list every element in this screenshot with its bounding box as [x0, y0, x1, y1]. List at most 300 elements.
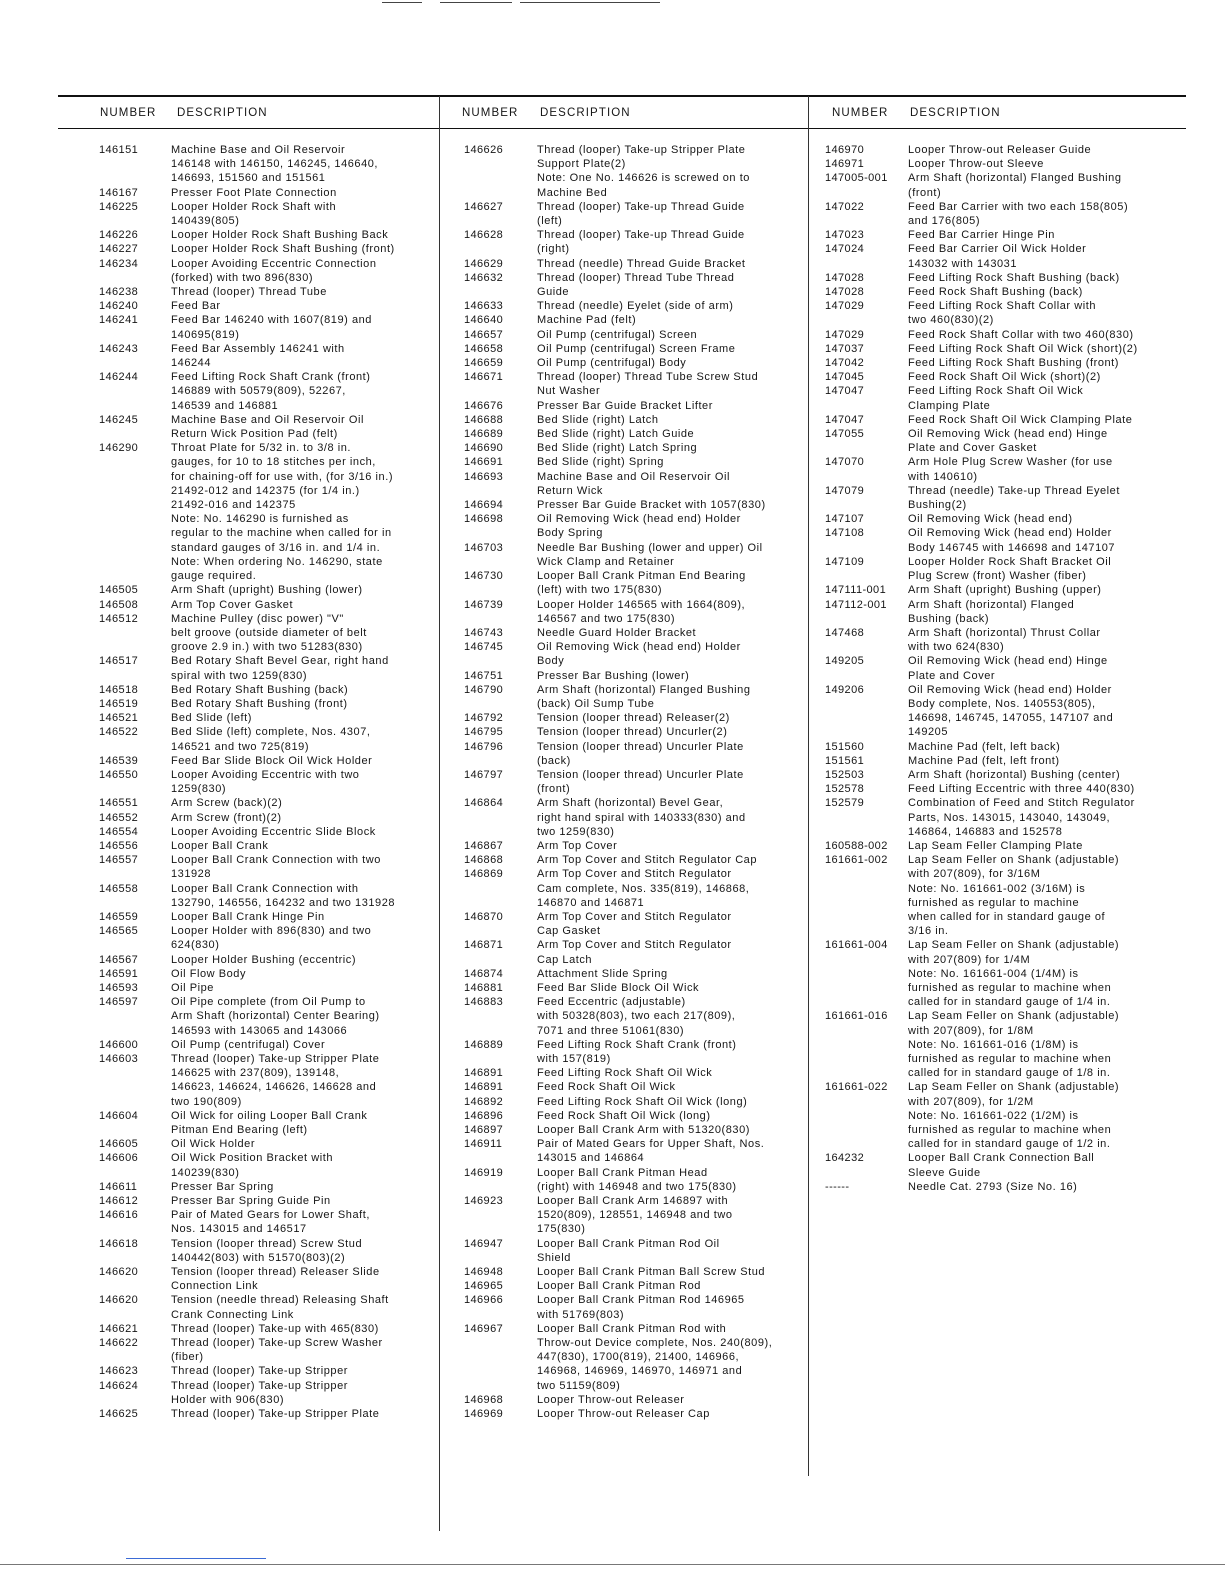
part-description: Arm Screw (front)(2): [171, 811, 282, 824]
list-item: [58, 342, 439, 370]
part-description: Thread (needle) Take-up Thread Eyelet Bushing(2): [908, 484, 1120, 512]
part-description: Thread (looper) Thread Tube Screw Stud Nut Washer: [537, 371, 759, 398]
part-number: 149205: [825, 655, 865, 668]
part-number: 147047: [825, 385, 865, 398]
part-number: 151561: [825, 754, 865, 767]
part-number: 146969: [464, 1408, 504, 1421]
part-number: 147023: [825, 229, 865, 242]
list-item: [440, 1038, 808, 1066]
part-number: 146676: [464, 399, 504, 412]
part-description: Feed Lifting Rock Shaft Oil Wick Clamping Plate: [908, 385, 1084, 412]
list-item: [58, 1322, 439, 1336]
column-header: [58, 96, 439, 129]
part-description: Feed Bar: [171, 300, 221, 313]
part-number: 146551: [99, 797, 139, 810]
part-description: Oil Wick Holder: [171, 1138, 256, 1151]
part-description: Feed Lifting Rock Shaft Bushing (back): [908, 271, 1120, 284]
part-number: 146559: [99, 910, 139, 923]
part-number: 146616: [99, 1209, 139, 1222]
part-description: Lap Seam Feller on Shank (adjustable) with 207(809), for 3/16M Note: No. 161661-002 (3/16M) is furnished as regular to machine when called for in standard gauge of 3/16 in.: [908, 854, 1120, 938]
part-description: Looper Ball Crank: [171, 839, 269, 852]
list-item: [440, 427, 808, 441]
part-description: Presser Bar Guide Bracket Lifter: [537, 399, 713, 412]
part-number: 146867: [464, 839, 504, 852]
part-number: 147079: [825, 484, 865, 497]
part-description: Presser Bar Spring: [171, 1180, 274, 1193]
list-item: [440, 853, 808, 867]
part-description: Arm Shaft (horizontal) Flanged Bushing (back) Oil Sump Tube: [537, 683, 751, 710]
part-number: 146745: [464, 641, 504, 654]
list-item: [440, 1322, 808, 1393]
part-description: Looper Ball Crank Pitman Ball Screw Stud: [537, 1266, 766, 1279]
part-number: 146690: [464, 442, 504, 455]
list-item: [809, 171, 1186, 199]
part-description: Bed Rotary Shaft Bevel Gear, right hand spiral with two 1259(830): [171, 655, 389, 682]
part-description: Tension (looper thread) Uncurler(2): [537, 726, 728, 739]
part-number: 164232: [825, 1152, 865, 1165]
part-description: Bed Slide (left) complete, Nos. 4307, 146521 and two 725(819): [171, 726, 371, 753]
parts-list: [440, 129, 808, 1421]
parts-column-2: [440, 96, 808, 1421]
list-item: [440, 143, 808, 200]
list-item: [440, 938, 808, 966]
list-item: [58, 413, 439, 441]
list-item: [440, 711, 808, 725]
list-item: [809, 1180, 1186, 1194]
part-number: 146869: [464, 868, 504, 881]
part-description: Machine Pulley (disc power) "V" belt groove (outside diameter of belt groove 2.9 in.) with two 51283(830): [171, 612, 367, 654]
part-description: Feed Lifting Rock Shaft Bushing (front): [908, 357, 1119, 370]
part-description: Arm Top Cover: [537, 839, 618, 852]
part-description: Looper Ball Crank Connection with 132790, 146556, 164232 and two 131928: [171, 882, 396, 909]
part-number: 146966: [464, 1294, 504, 1307]
part-description: Thread (looper) Take-up Thread Guide (right): [537, 229, 745, 256]
list-item: [809, 271, 1186, 285]
part-description: Feed Lifting Rock Shaft Crank (front) with 157(819): [537, 1038, 737, 1065]
part-description: Tension (looper thread) Uncurler Plate (back): [537, 740, 744, 767]
part-description: Throat Plate for 5/32 in. to 3/8 in. gauges, for 10 to 18 stitches per inch, for chaining-off for use with, (for 3/16 in.) 21492-012 and 142375 (for 1/4 in.) 21492-016 and 142375 Note: No. 146290 is furnished as regular to the machine when called for in standard gauges of 3/16 in. and 1/4 in. Note: When ordering No. 146290, state gauge required.: [171, 442, 394, 583]
part-number: 146730: [464, 570, 504, 583]
list-item: [440, 200, 808, 228]
part-description: Feed Bar Carrier with two each 158(805) and 176(805): [908, 200, 1129, 228]
part-description: Thread (needle) Thread Guide Bracket: [537, 257, 746, 270]
part-number: 146889: [464, 1038, 504, 1051]
part-description: Looper Ball Crank Hinge Pin: [171, 910, 325, 923]
list-item: [440, 1265, 808, 1279]
top-edge-mark: [520, 2, 660, 3]
part-description: Looper Throw-out Releaser Guide: [908, 144, 1092, 156]
list-item: [440, 441, 808, 455]
part-number: 146694: [464, 499, 504, 512]
part-description: Thread (needle) Eyelet (side of arm): [537, 300, 734, 313]
part-description: Tension (needle thread) Releasing Shaft Crank Connecting Link: [171, 1294, 389, 1321]
list-item: [809, 228, 1186, 242]
part-description: Thread (looper) Thread Tube Thread Guide: [537, 271, 735, 299]
part-number: 146521: [99, 712, 139, 725]
list-item: [809, 427, 1186, 455]
part-number: 146624: [99, 1379, 139, 1392]
part-number: 146226: [99, 229, 139, 242]
list-item: [440, 228, 808, 256]
list-item: [58, 1336, 439, 1364]
list-item: [58, 825, 439, 839]
part-description: Looper Throw-out Releaser: [537, 1393, 685, 1406]
part-number: 146517: [99, 655, 139, 668]
list-item: [440, 299, 808, 313]
part-description: Tension (looper thread) Releaser Slide Connection Link: [171, 1266, 380, 1293]
part-description: Presser Foot Plate Connection: [171, 186, 337, 199]
part-number: 146797: [464, 768, 504, 781]
list-item: [58, 1137, 439, 1151]
number-header: NUMBER: [832, 107, 889, 119]
part-description: Looper Holder Bushing (eccentric): [171, 953, 357, 966]
list-item: [809, 839, 1186, 853]
part-description: Thread (looper) Take-up Stripper Plate 146625 with 237(809), 139148, 146623, 146624, 146626, 146628 and two 190(809): [171, 1053, 380, 1108]
part-number: 147107: [825, 513, 865, 526]
part-number: 146245: [99, 413, 139, 426]
description-header: DESCRIPTION: [910, 107, 1001, 119]
list-item: [58, 953, 439, 967]
part-number: 146612: [99, 1195, 139, 1208]
part-number: 146290: [99, 442, 139, 455]
list-item: [440, 867, 808, 910]
part-number: 146508: [99, 598, 139, 611]
top-edge-mark: [382, 2, 422, 3]
part-description: Bed Slide (left): [171, 712, 252, 725]
list-item: [809, 484, 1186, 512]
part-number: 146556: [99, 839, 139, 852]
part-number: 146557: [99, 854, 139, 867]
part-description: Lap Seam Feller on Shank (adjustable) with 207(809) for 1/4M Note: No. 161661-004 (1/4M) is furnished as regular to machine when called for in standard gauge of 1/4 in.: [908, 939, 1120, 1009]
list-item: [809, 626, 1186, 654]
list-item: [440, 1109, 808, 1123]
part-description: Feed Rock Shaft Oil Wick (short)(2): [908, 371, 1101, 384]
part-number: 146605: [99, 1138, 139, 1151]
list-item: [440, 1066, 808, 1080]
list-item: [809, 455, 1186, 483]
list-item: [809, 740, 1186, 754]
part-number: 146947: [464, 1237, 504, 1250]
part-number: 146606: [99, 1152, 139, 1165]
part-description: Looper Avoiding Eccentric with two 1259(830): [171, 768, 360, 796]
part-description: Feed Rock Shaft Bushing (back): [908, 286, 1083, 299]
part-description: Looper Holder Rock Shaft with 140439(805): [171, 200, 337, 228]
list-item: [440, 1393, 808, 1407]
part-number: 161661-022: [825, 1081, 888, 1094]
part-description: Feed Bar Slide Block Oil Wick Holder: [171, 754, 373, 767]
part-description: Looper Holder Rock Shaft Bracket Oil Plug Screw (front) Washer (fiber): [908, 555, 1112, 583]
part-number: 146671: [464, 371, 504, 384]
list-item: [58, 1364, 439, 1378]
list-item: [440, 768, 808, 796]
part-description: Bed Slide (right) Latch: [537, 413, 659, 426]
part-number: 146243: [99, 342, 139, 355]
list-item: [809, 782, 1186, 796]
part-number: 147112-001: [825, 598, 887, 611]
part-description: Oil Removing Wick (head end): [908, 513, 1073, 526]
list-item: [440, 1123, 808, 1137]
list-item: [58, 313, 439, 341]
part-description: Oil Removing Wick (head end) Holder Body: [537, 641, 741, 668]
part-description: Arm Shaft (horizontal) Flanged Bushing (back): [908, 598, 1075, 625]
list-item: [809, 384, 1186, 412]
description-header: DESCRIPTION: [177, 107, 268, 119]
list-item: [440, 683, 808, 711]
part-description: Feed Rock Shaft Oil Wick: [537, 1081, 676, 1094]
list-item: [809, 1009, 1186, 1080]
part-description: Bed Slide (right) Latch Spring: [537, 442, 698, 455]
list-item: [809, 342, 1186, 356]
part-description: Looper Ball Crank Connection with two 131928: [171, 854, 381, 881]
list-item: [809, 526, 1186, 554]
list-item: [58, 257, 439, 285]
part-number: 146591: [99, 967, 139, 980]
list-item: [440, 967, 808, 981]
part-description: Bed Slide (right) Spring: [537, 456, 664, 469]
part-description: Thread (looper) Take-up Thread Guide (left): [537, 200, 745, 228]
list-item: [809, 157, 1186, 171]
part-number: 146519: [99, 697, 139, 710]
list-item: [440, 313, 808, 327]
list-item: [58, 768, 439, 796]
part-number: 146558: [99, 882, 139, 895]
part-number: 146640: [464, 314, 504, 327]
list-item: [809, 1151, 1186, 1179]
part-description: Machine Base and Oil Reservoir Oil Return Wick Position Pad (felt): [171, 413, 364, 441]
list-item: [58, 910, 439, 924]
part-number: 147109: [825, 555, 865, 568]
part-number: 146633: [464, 300, 504, 313]
part-description: Arm Shaft (horizontal) Thrust Collar with two 624(830): [908, 626, 1101, 654]
part-description: Arm Shaft (upright) Bushing (upper): [908, 584, 1102, 597]
part-number: 146621: [99, 1322, 139, 1335]
part-number: 146625: [99, 1408, 139, 1421]
list-item: [440, 470, 808, 498]
part-number: 146234: [99, 257, 139, 270]
part-number: 160588-002: [825, 839, 888, 852]
part-number: 147029: [825, 328, 865, 341]
part-description: Machine Base and Oil Reservoir Oil Return Wick: [537, 470, 730, 497]
part-number: 146620: [99, 1266, 139, 1279]
list-item: [440, 995, 808, 1038]
parts-column-3: [809, 96, 1186, 1194]
part-number: 146965: [464, 1280, 504, 1293]
list-item: [58, 1265, 439, 1293]
list-item: [440, 512, 808, 540]
part-description: Lap Seam Feller on Shank (adjustable) with 207(809), for 1/2M Note: No. 161661-022 (1/2M) is furnished as regular to machine when called for in standard gauge of 1/2 in.: [908, 1081, 1120, 1151]
part-description: Bed Rotary Shaft Bushing (back): [171, 683, 349, 696]
part-number: 146659: [464, 357, 504, 370]
list-item: [809, 598, 1186, 626]
list-item: [440, 1194, 808, 1237]
list-item: [58, 299, 439, 313]
part-number: 147028: [825, 271, 865, 284]
part-number: 146505: [99, 584, 139, 597]
part-number: 146603: [99, 1053, 139, 1065]
part-description: Machine Pad (felt): [537, 314, 637, 327]
part-number: ------: [825, 1180, 850, 1193]
part-number: 146658: [464, 342, 504, 355]
part-description: Looper Ball Crank Pitman Rod 146965 with 51769(803): [537, 1294, 745, 1321]
part-description: Presser Bar Spring Guide Pin: [171, 1195, 331, 1208]
part-description: Oil Removing Wick (head end) Holder Body 146745 with 146698 and 147107: [908, 527, 1116, 554]
list-item: [58, 1293, 439, 1321]
list-item: [809, 512, 1186, 526]
part-description: Bed Rotary Shaft Bushing (front): [171, 697, 348, 710]
list-item: [809, 328, 1186, 342]
column-header: [809, 96, 1186, 129]
part-number: 146622: [99, 1337, 139, 1350]
part-description: Lap Seam Feller Clamping Plate: [908, 839, 1083, 852]
list-item: [58, 370, 439, 413]
part-description: Combination of Feed and Stitch Regulator Parts, Nos. 143015, 143040, 143049, 146864, 146883 and 152578: [908, 797, 1135, 838]
part-number: 146897: [464, 1124, 504, 1137]
part-description: Arm Shaft (upright) Bushing (lower): [171, 584, 363, 597]
part-description: Looper Holder Rock Shaft Bushing (front): [171, 243, 395, 256]
part-description: Arm Screw (back)(2): [171, 797, 283, 810]
description-header: DESCRIPTION: [540, 107, 631, 119]
part-number: 146891: [464, 1081, 504, 1094]
part-description: Feed Bar Carrier Oil Wick Holder 143032 with 143031: [908, 243, 1087, 270]
list-item: [58, 1151, 439, 1179]
part-description: Feed Lifting Rock Shaft Crank (front) 146889 with 50579(809), 52267, 146539 and 146881: [171, 371, 371, 412]
part-description: Looper Ball Crank Pitman Rod: [537, 1280, 701, 1293]
part-number: 146892: [464, 1095, 504, 1108]
list-item: [58, 1038, 439, 1052]
part-number: 147005-001: [825, 172, 888, 185]
part-description: Arm Top Cover and Stitch Regulator Cam complete, Nos. 335(819), 146868, 146870 and 146871: [537, 868, 750, 909]
part-number: 151560: [825, 740, 865, 753]
part-number: 146623: [99, 1365, 139, 1378]
part-number: 146593: [99, 981, 139, 994]
list-item: [440, 981, 808, 995]
part-description: Feed Bar Carrier Hinge Pin: [908, 229, 1055, 242]
part-description: Feed Bar 146240 with 1607(819) and 140695(819): [171, 314, 372, 341]
list-item: [440, 541, 808, 569]
part-number: 147468: [825, 626, 865, 639]
part-description: Looper Ball Crank Arm with 51320(830): [537, 1124, 750, 1137]
part-number: 146688: [464, 413, 504, 426]
part-description: Feed Lifting Rock Shaft Collar with two 460(830)(2): [908, 300, 1096, 327]
list-item: [58, 697, 439, 711]
part-description: Looper Holder Rock Shaft Bushing Back: [171, 229, 389, 242]
part-number: 146796: [464, 740, 504, 753]
part-description: Machine Pad (felt, left back): [908, 740, 1061, 753]
list-item: [440, 569, 808, 597]
column-header: [440, 96, 808, 129]
part-number: 146552: [99, 811, 139, 824]
part-number: 146241: [99, 314, 139, 327]
list-item: [440, 356, 808, 370]
part-description: Looper Ball Crank Arm 146897 with 1520(809), 128551, 146948 and two 175(830): [537, 1195, 733, 1236]
part-description: Feed Rock Shaft Oil Wick (long): [537, 1109, 711, 1122]
list-item: [58, 1407, 439, 1421]
part-description: Looper Ball Crank Connection Ball Sleeve Guide: [908, 1152, 1095, 1179]
part-number: 146628: [464, 229, 504, 242]
part-description: Pair of Mated Gears for Upper Shaft, Nos. 143015 and 146864: [537, 1138, 765, 1165]
part-description: Tension (looper thread) Releaser(2): [537, 712, 730, 725]
part-number: 146864: [464, 797, 504, 810]
part-number: 146967: [464, 1322, 504, 1335]
list-item: [58, 967, 439, 981]
part-number: 161661-004: [825, 939, 888, 952]
list-item: [809, 242, 1186, 270]
part-number: 146698: [464, 513, 504, 526]
part-description: Arm Top Cover Gasket: [171, 598, 294, 611]
part-number: 146227: [99, 243, 139, 256]
part-number: 146618: [99, 1237, 139, 1250]
list-item: [58, 811, 439, 825]
list-item: [809, 754, 1186, 768]
list-item: [440, 455, 808, 469]
part-description: Feed Lifting Eccentric with three 440(830): [908, 783, 1135, 796]
list-item: [440, 1407, 808, 1421]
list-item: [440, 725, 808, 739]
part-number: 146703: [464, 541, 504, 554]
part-description: Looper Avoiding Eccentric Slide Block: [171, 825, 376, 838]
number-header: NUMBER: [462, 107, 519, 119]
list-item: [440, 399, 808, 413]
part-number: 146795: [464, 726, 504, 739]
list-item: [58, 186, 439, 200]
list-item: [58, 143, 439, 186]
list-item: [58, 725, 439, 753]
part-number: 147037: [825, 342, 865, 355]
part-number: 146632: [464, 271, 504, 284]
part-number: 146871: [464, 939, 504, 952]
part-number: 146970: [825, 144, 865, 156]
list-item: [809, 768, 1186, 782]
list-item: [440, 598, 808, 626]
list-item: [440, 626, 808, 640]
list-item: [58, 1379, 439, 1407]
part-number: 146919: [464, 1166, 504, 1179]
part-number: 146657: [464, 328, 504, 341]
list-item: [58, 853, 439, 881]
part-number: 146891: [464, 1067, 504, 1080]
part-description: Feed Rock Shaft Oil Wick Clamping Plate: [908, 413, 1133, 426]
part-description: Feed Lifting Rock Shaft Oil Wick: [537, 1067, 713, 1080]
part-description: Oil Pump (centrifugal) Body: [537, 357, 687, 370]
list-item: [440, 1137, 808, 1165]
part-number: 146883: [464, 996, 504, 1009]
part-number: 161661-016: [825, 1010, 888, 1023]
part-number: 146968: [464, 1393, 504, 1406]
list-item: [440, 669, 808, 683]
part-number: 146600: [99, 1038, 139, 1051]
list-item: [58, 583, 439, 597]
part-description: Lap Seam Feller on Shank (adjustable) with 207(809), for 1/8M Note: No. 161661-016 (1/8M) is furnished as regular to machine when called for in standard gauge of 1/8 in.: [908, 1010, 1120, 1080]
part-number: 146739: [464, 598, 504, 611]
list-item: [440, 413, 808, 427]
part-number: 152579: [825, 797, 865, 810]
list-item: [809, 299, 1186, 327]
part-description: Thread (looper) Take-up Stripper Holder with 906(830): [171, 1379, 348, 1406]
list-item: [809, 938, 1186, 1009]
list-item: [440, 910, 808, 938]
part-description: Looper Holder with 896(830) and two 624(830): [171, 925, 372, 952]
part-number: 146751: [464, 669, 504, 682]
part-description: Bed Slide (right) Latch Guide: [537, 428, 695, 441]
part-description: Looper Throw-out Sleeve: [908, 158, 1044, 171]
part-description: Oil Pipe complete (from Oil Pump to Arm Shaft (horizontal) Center Bearing) 146593 with 143065 and 143066: [171, 996, 380, 1037]
list-item: [58, 1109, 439, 1137]
list-item: [58, 1237, 439, 1265]
part-number: 146874: [464, 967, 504, 980]
list-item: [809, 370, 1186, 384]
part-number: 146868: [464, 854, 504, 867]
list-item: [440, 1095, 808, 1109]
